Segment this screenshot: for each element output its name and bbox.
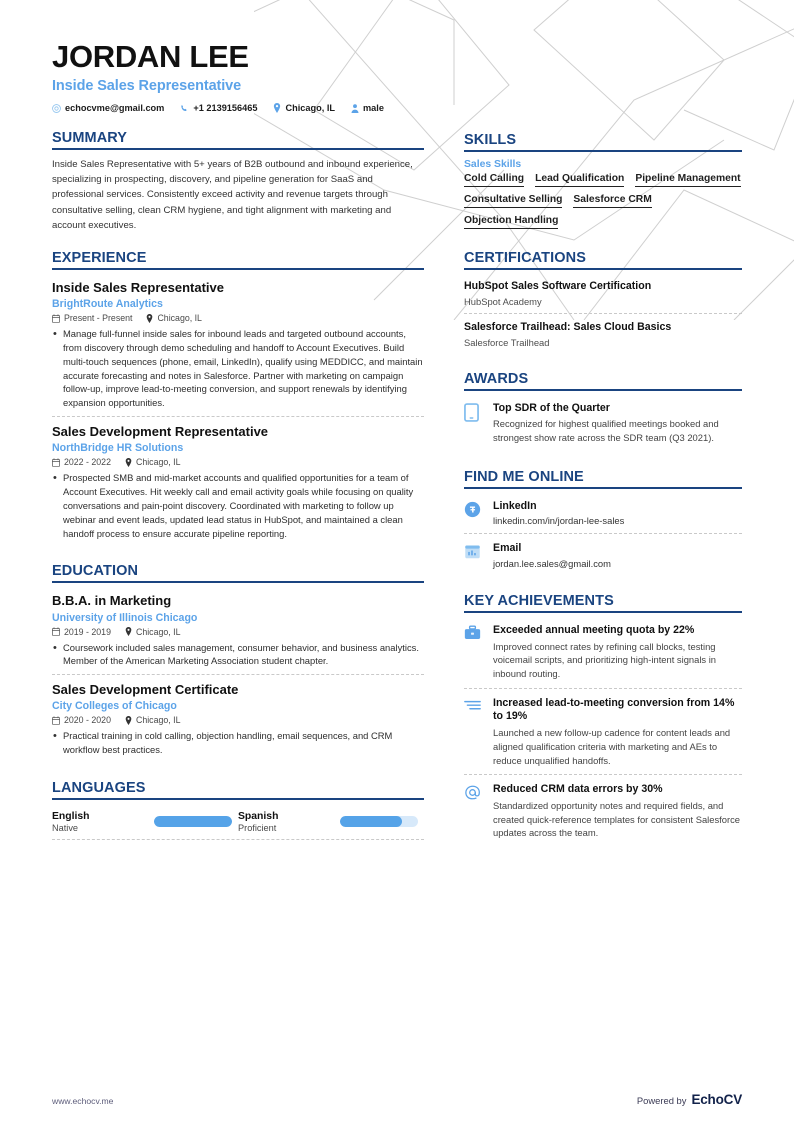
- education-entry: [52, 590, 424, 674]
- achievement-item: [464, 688, 742, 774]
- at-sign-icon: [464, 784, 481, 801]
- entry-dates-value: 2022 - 2022: [64, 457, 111, 468]
- contact-phone[interactable]: [180, 103, 257, 113]
- entry-bullet: • Practical training in cold calling, objection handling, email sequences, and CRM workflow best practices.: [52, 729, 424, 757]
- language-proficiency-fill: [340, 816, 402, 827]
- entry-bullets: [52, 327, 424, 410]
- entry-meta: [52, 457, 424, 467]
- skill-tag: Cold Calling: [464, 173, 524, 187]
- section-find-me-online: [464, 469, 742, 577]
- language-item: [238, 810, 424, 833]
- entry-title: Sales Development Certificate: [52, 682, 239, 698]
- skill-tag: Consultative Selling: [464, 194, 562, 208]
- certification-issuer: Salesforce Trailhead: [464, 336, 550, 348]
- section-certifications: [464, 250, 742, 354]
- contact-row: [52, 103, 424, 113]
- contact-location: [273, 103, 335, 113]
- award-item: [464, 398, 742, 452]
- achievement-item: [464, 774, 742, 847]
- entry-title: Inside Sales Representative: [52, 279, 224, 295]
- entry-location-value: Chicago, IL: [157, 313, 202, 324]
- entry-location-value: Chicago, IL: [135, 457, 181, 468]
- award-body: [493, 402, 742, 445]
- entry-bullets: [52, 471, 424, 540]
- achievement-description: Standardized opportunity notes and required fields, and created quick-reference templates for consistent Salesforce updates across the team.: [493, 799, 740, 839]
- entry-location: [125, 627, 181, 637]
- certifications-heading: CERTIFICATIONS: [464, 250, 742, 270]
- location-pin-icon: [273, 103, 281, 113]
- skills-group-label: Sales Skills: [464, 159, 522, 170]
- footer-powered-by-label: Powered by: [636, 1095, 687, 1106]
- footer-brand-name: EchoCV: [691, 1092, 742, 1107]
- summary-heading: SUMMARY: [52, 130, 424, 150]
- section-experience: [52, 250, 424, 546]
- person-icon: [351, 104, 359, 113]
- online-profile-item[interactable]: [464, 533, 742, 576]
- achievement-description: Launched a new follow-up cadence for content leads and aligned qualification criteria with marketing and AEs to reduce unqualified handoffs.: [493, 727, 731, 766]
- certification-name: HubSpot Sales Software Certification: [464, 280, 652, 292]
- profile-icon-box: [464, 542, 484, 569]
- right-column: [446, 40, 742, 847]
- language-level: Proficient: [238, 823, 277, 834]
- section-skills: [464, 132, 742, 233]
- entry-meta: [52, 627, 424, 637]
- contact-email-value: echocvme@gmail.com: [65, 103, 165, 114]
- location-pin-icon: [125, 716, 132, 725]
- candidate-job-title: Inside Sales Representative: [52, 78, 242, 95]
- achievement-item: [464, 620, 742, 688]
- award-description: Recognized for highest qualified meetings booked and strongest show rate across the SDR team (Q3 2021).: [493, 418, 719, 443]
- language-level: Native: [52, 823, 79, 834]
- briefcase-icon: [464, 625, 481, 641]
- achievement-description: Improved connect rates by refining call blocks, testing voicemail scripts, and prioritizing high-intent signals in inbound routing.: [493, 640, 717, 680]
- entry-bullet: • Coursework included sales management, consumer behavior, and business analytics. Member of the American Marketing Association student chapter.: [52, 641, 424, 669]
- entry-dates-value: 2020 - 2020: [64, 715, 111, 726]
- certification-item: [464, 277, 742, 313]
- entry-bullets: [52, 729, 424, 757]
- entry-location: [146, 313, 202, 323]
- skill-tag: Objection Handling: [464, 215, 558, 229]
- achievement-body: [493, 697, 742, 767]
- awards-heading: AWARDS: [464, 371, 742, 391]
- profile-icon-box: [464, 500, 484, 527]
- entry-title: B.B.A. in Marketing: [52, 593, 172, 609]
- profile-title: Email: [493, 542, 522, 555]
- location-pin-icon: [125, 627, 132, 636]
- education-heading: EDUCATION: [52, 563, 424, 583]
- summary-text: Inside Sales Representative with 5+ years of B2B outbound and inbound experience, specializing in prospecting, discovery, and pipeline generation for SaaS and professional services. Consistently exceed activity and revenue targets through consultative selling, clean CRM hygiene, and tight alignment with marketing and account executives.: [52, 159, 413, 231]
- language-name: English: [52, 811, 90, 823]
- footer-website[interactable]: www.echocv.me: [52, 1096, 114, 1106]
- entry-dates: [52, 627, 111, 637]
- profile-body: [493, 542, 742, 569]
- profile-link[interactable]: jordan.lee.sales@gmail.com: [493, 558, 611, 570]
- list-lines-icon: [464, 698, 481, 712]
- entry-meta: [52, 313, 424, 323]
- achievement-body: [493, 624, 742, 681]
- achievement-title: Increased lead-to-meeting conversion from 14% to 19%: [493, 696, 735, 723]
- section-languages: [52, 780, 424, 840]
- certification-name: Salesforce Trailhead: Sales Cloud Basics: [464, 320, 672, 333]
- contact-gender-value: male: [362, 103, 384, 114]
- language-proficiency-fill: [154, 816, 232, 827]
- skill-tag: Salesforce CRM: [573, 194, 651, 208]
- calendar-icon: [52, 627, 60, 636]
- section-key-achievements: [464, 593, 742, 847]
- find-me-online-heading: FIND ME ONLINE: [464, 469, 742, 489]
- entry-location: [125, 457, 181, 467]
- certification-issuer: HubSpot Academy: [464, 295, 542, 307]
- entry-organization: University of Illinois Chicago: [52, 611, 198, 624]
- location-pin-icon: [125, 458, 132, 467]
- calendar-icon: [52, 716, 60, 725]
- entry-dates: [52, 457, 111, 467]
- achievement-icon-box: [464, 783, 484, 840]
- education-entry: [52, 674, 424, 763]
- profile-link[interactable]: linkedin.com/in/jordan-lee-sales: [493, 515, 625, 527]
- entry-dates: [52, 313, 132, 323]
- achievement-title: Reduced CRM data errors by 30%: [493, 783, 663, 796]
- calendar-icon: [52, 314, 60, 323]
- language-item: [52, 810, 238, 833]
- achievement-icon-box: [464, 697, 484, 767]
- key-achievements-heading: KEY ACHIEVEMENTS: [464, 593, 742, 613]
- calendar-icon: [464, 543, 481, 560]
- skill-tag: Pipeline Management: [635, 173, 740, 187]
- contact-phone-value: +1 2139156465: [193, 103, 258, 114]
- experience-entry: [52, 416, 424, 546]
- contact-location-value: Chicago, IL: [285, 103, 335, 114]
- achievement-body: [493, 783, 742, 840]
- experience-heading: EXPERIENCE: [52, 250, 424, 270]
- section-education: [52, 563, 424, 763]
- certificate-icon: [464, 403, 479, 422]
- entry-organization: City Colleges of Chicago: [52, 700, 177, 713]
- entry-location: [125, 715, 181, 725]
- contact-email[interactable]: [52, 103, 164, 113]
- entry-location-value: Chicago, IL: [135, 715, 181, 726]
- entry-bullets: [52, 641, 424, 669]
- phone-icon: [180, 104, 189, 113]
- award-icon-box: [464, 402, 484, 445]
- entry-title: Sales Development Representative: [52, 424, 269, 439]
- footer-branding: [637, 1092, 742, 1107]
- entry-organization: NorthBridge HR Solutions: [52, 442, 184, 455]
- section-summary: [52, 130, 424, 233]
- skill-tag: Lead Qualification: [535, 173, 624, 187]
- online-profile-item[interactable]: [464, 496, 742, 534]
- skills-heading: SKILLS: [464, 132, 742, 152]
- language-name: Spanish: [238, 811, 279, 823]
- linkedin-icon: [464, 501, 481, 518]
- resume-header: [52, 40, 424, 113]
- languages-grid: [52, 807, 424, 840]
- entry-bullet: • Prospected SMB and mid-market accounts and qualified opportunities for a team of Account Executives. Hit weekly call and email activity goals while focusing on quality conversations and pain-point discovery. Coordinated with marketing to follow up webinar and event leads, updated lead status in HubSpot, and maintained a clean handoff process to ensure accurate pipeline reporting.: [52, 471, 424, 540]
- entry-organization: BrightRoute Analytics: [52, 298, 163, 311]
- left-column: [52, 40, 446, 847]
- entry-dates-value: 2019 - 2019: [64, 626, 111, 637]
- entry-dates: [52, 715, 111, 725]
- location-pin-icon: [146, 314, 153, 323]
- skill-tag-list: [464, 173, 742, 233]
- entry-dates-value: Present - Present: [64, 313, 133, 324]
- entry-bullet: • Manage full-funnel inside sales for inbound leads and targeted outbound accounts, from discovery through demo scheduling and handoff to Account Executives. Build multi-touch sequences (phone, email, LinkedIn), qualify using MEDDICC, and maintain accurate forecasting and notes in Salesforce. Partner with marketing on campaign follow-up, improve lead-to-meeting conversion, and support renewals by identifying expansion opportunities.: [52, 327, 424, 410]
- entry-location-value: Chicago, IL: [135, 626, 181, 637]
- profile-title: LinkedIn: [493, 499, 537, 512]
- language-proficiency-bar: [340, 816, 418, 827]
- experience-entry: [52, 277, 424, 416]
- section-awards: [464, 371, 742, 452]
- certification-item: [464, 313, 742, 354]
- email-icon: [52, 104, 61, 113]
- contact-gender: [351, 103, 384, 113]
- page-footer: [52, 1092, 742, 1107]
- entry-meta: [52, 715, 424, 725]
- award-title: Top SDR of the Quarter: [493, 401, 610, 414]
- language-proficiency-bar: [154, 816, 232, 827]
- languages-heading: LANGUAGES: [52, 780, 424, 800]
- candidate-name: JORDAN LEE: [52, 39, 249, 74]
- calendar-icon: [52, 458, 60, 467]
- achievement-icon-box: [464, 624, 484, 681]
- profile-body: [493, 500, 742, 527]
- achievement-title: Exceeded annual meeting quota by 22%: [493, 624, 695, 637]
